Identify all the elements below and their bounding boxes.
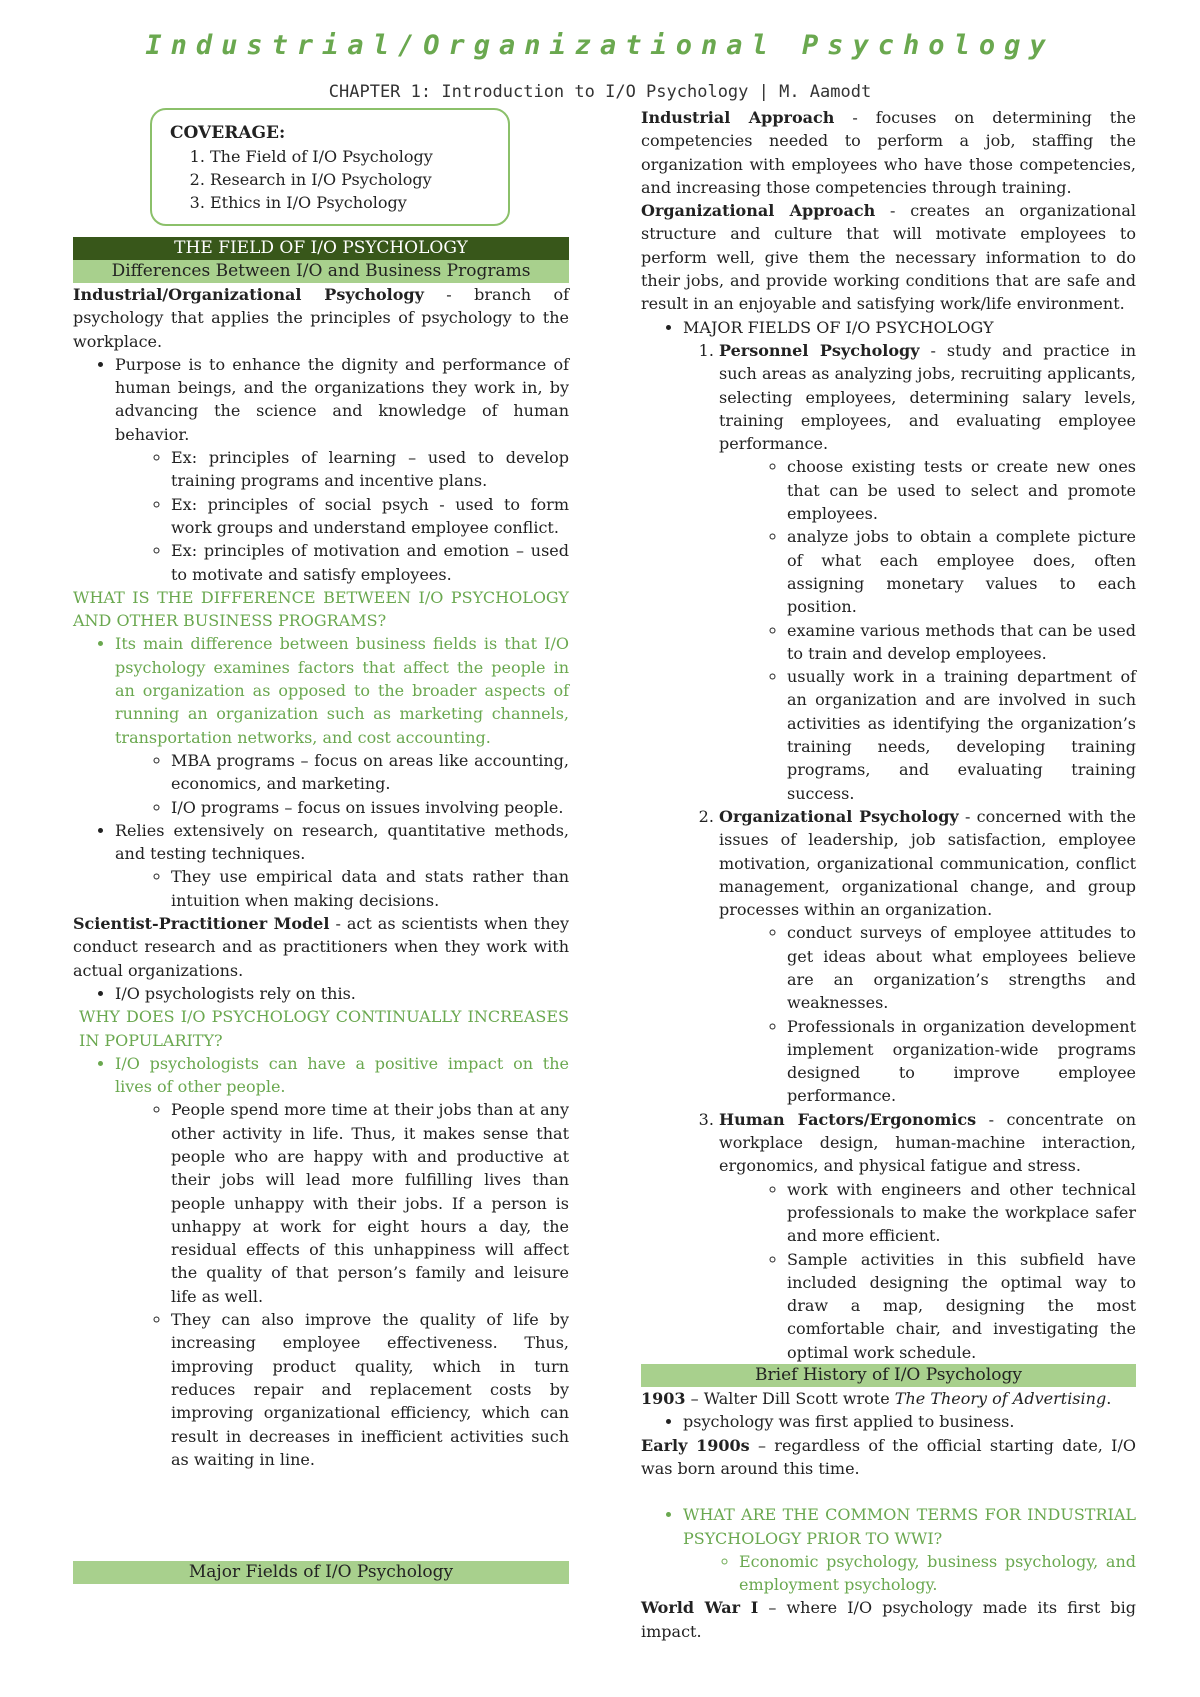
subsection-title-history: Brief History of I/O Psychology — [641, 1364, 1136, 1387]
chapter-subtitle: CHAPTER 1: Introduction to I/O Psychology | M. Aamodt — [328, 82, 872, 102]
field-item — [719, 805, 1136, 1108]
subsection-title-major-fields: Major Fields of I/O Psychology — [73, 1561, 569, 1584]
popularity-list — [73, 1052, 569, 1471]
relies-text: Relies extensively on research, quantitative methods, and testing techniques. — [115, 820, 569, 864]
history-early-term: Early 1900s — [641, 1435, 750, 1455]
question-popularity: WHY DOES I/O PSYCHOLOGY CONTINUALLY INCREASES IN POPULARITY? — [79, 1007, 569, 1050]
relies-item — [115, 819, 569, 912]
relies-sub-item: ◦ They use empirical data and stats rather than intuition when making decisions. — [171, 865, 569, 912]
coverage-item: 3. Ethics in I/O Psychology — [210, 191, 490, 214]
field-sub-item: ◦ usually work in a training department of an organization and are involved in such activities as identifying the organization’s training needs, developing training programs, and evaluating training success. — [787, 665, 1136, 805]
field-sub-item: ◦ Professionals in organization development implement organization-wide programs designed to improve employee performance. — [787, 1015, 1136, 1108]
purpose-item — [115, 353, 569, 586]
history-1903 — [641, 1387, 1136, 1410]
question-difference: WHAT IS THE DIFFERENCE BETWEEN I/O PSYCHOLOGY AND OTHER BUSINESS PROGRAMS? — [73, 587, 569, 631]
field-term: Human Factors/Ergonomics — [719, 1109, 977, 1129]
example-item: ◦ Ex: principles of social psych - used to form work groups and understand employee conflict. — [171, 493, 569, 540]
subsection-title-differences: Differences Between I/O and Business Programs — [73, 260, 569, 283]
field-term: Organizational Psychology — [719, 806, 959, 826]
industrial-term: Industrial Approach — [641, 108, 835, 127]
section-title-field: THE FIELD OF I/O PSYCHOLOGY — [73, 237, 569, 260]
field-sub-item: ◦ conduct surveys of employee attitudes to get ideas about what employees believe are an organization’s strengths and weaknesses. — [787, 921, 1136, 1014]
history-early-1900s — [641, 1434, 1136, 1481]
organizational-approach — [641, 199, 1136, 315]
field-sub-item: ◦ examine various methods that can be used to train and develop employees. — [787, 619, 1136, 666]
coverage-box — [150, 108, 510, 226]
history-1903-text: – Walter Dill Scott wrote — [685, 1389, 895, 1409]
field-text: - concentrate on workplace design, human-machine interaction, ergonomics, and physical fatigue and stress. — [719, 1109, 1137, 1176]
popularity-sub-item: ◦ People spend more time at their jobs than at any other activity in life. Thus, it makes sense that people who are happy with and productive at their jobs will lead more fulfilling lives than people unhappy with their jobs. If a person is unhappy at work for eight hours a day, the residual effects of this unhappiness will affect the quality of that person’s family and leisure life as well. — [171, 1098, 569, 1308]
io-definition — [73, 283, 569, 353]
history-1903-end: . — [1106, 1389, 1112, 1409]
purpose-list — [73, 353, 569, 586]
popularity-answer-text: I/O psychologists can have a positive impact on the lives of other people. — [115, 1053, 569, 1097]
history-1903-item: • psychology was first applied to business. — [683, 1410, 1136, 1433]
field-subs — [719, 455, 1136, 804]
major-fields-item — [683, 316, 1136, 1364]
difference-answer-text: Its main difference between business fields is that I/O psychology examines factors that affect the people in an organization as opposed to the broader aspects of running an organization such as marketing channels, transportation networks, and cost accounting. — [115, 634, 569, 747]
relies-subs — [115, 865, 569, 912]
history-wwi-text: – where I/O psychology made its first big impact. — [641, 1598, 1136, 1641]
difference-answer — [115, 632, 569, 818]
field-sub-item: ◦ choose existing tests or create new ones that can be used to select and promote employees. — [787, 455, 1136, 525]
field-sub-item: ◦ analyze jobs to obtain a complete picture of what each employee does, often assigning monetary values to each position. — [787, 525, 1136, 618]
difference-sub-item: ◦ MBA programs – focus on areas like accounting, economics, and marketing. — [171, 749, 569, 796]
example-item: ◦ Ex: principles of learning – used to develop training programs and incentive plans. — [171, 446, 569, 493]
popularity-sub-item: ◦ They can also improve the quality of life by increasing employee effectiveness. Thus, improving product quality, which in turn reduces repair and replacement costs by improving organizational efficiency, which can result in decreases in inefficient activities such as waiting in line. — [171, 1308, 569, 1471]
field-sub-item: ◦ Sample activities in this subfield have included designing the optimal way to draw a map, designing the most comfortable chair, and investigating the optimal work schedule. — [787, 1248, 1136, 1364]
io-term: Industrial/Organizational Psychology — [73, 285, 424, 304]
popularity-subs — [115, 1098, 569, 1471]
right-column — [641, 106, 1136, 1643]
difference-list — [73, 632, 569, 912]
coverage-item: 1. The Field of I/O Psychology — [210, 145, 490, 168]
organizational-text: - creates an organizational structure and culture that will motivate employees to perform well, give them the necessary information to do their jobs, and provide working conditions that are safe and result in an enjoyable and satisfying work/life environment. — [641, 201, 1136, 314]
spm-definition — [73, 912, 569, 982]
example-item: ◦ Ex: principles of motivation and emotion – used to motivate and satisfy employees. — [171, 539, 569, 586]
major-fields-list — [641, 316, 1136, 1364]
history-wwi — [641, 1596, 1136, 1643]
field-subs — [719, 1178, 1136, 1364]
field-item — [719, 1108, 1136, 1364]
history-early-text: – regardless of the official starting date, I/O was born around this time. — [641, 1435, 1137, 1478]
terms-question — [683, 1503, 1136, 1596]
difference-sub-item: ◦ I/O programs – focus on issues involving people. — [171, 796, 569, 819]
industrial-text: - focuses on determining the competencies needed to perform a job, staffing the organization with employees who have those competencies, and increasing those competencies through training. — [641, 108, 1136, 197]
terms-question-text: WHAT ARE THE COMMON TERMS FOR INDUSTRIAL PSYCHOLOGY PRIOR TO WWI? — [683, 1505, 1136, 1548]
field-sub-item: ◦ work with engineers and other technical professionals to make the workplace safer and more efficient. — [787, 1178, 1136, 1248]
field-text: - concerned with the issues of leadership, job satisfaction, employee motivation, organizational communication, conflict management, organizational change, and group processes within an organization. — [719, 806, 1136, 920]
io-definition-text: - branch of psychology that applies the principles of psychology to the workplace. — [73, 285, 570, 351]
coverage-item: 2. Research in I/O Psychology — [210, 168, 490, 191]
field-term: Personnel Psychology — [719, 340, 920, 360]
history-book-title: The Theory of Advertising — [894, 1389, 1107, 1409]
popularity-answer — [115, 1052, 569, 1471]
coverage-list — [170, 145, 490, 214]
history-1903-term: 1903 — [641, 1389, 686, 1409]
terms-subs — [683, 1550, 1136, 1597]
history-wwi-term: World War I — [641, 1598, 759, 1618]
left-column — [73, 237, 569, 1584]
document-title: Industrial/Organizational Psychology — [145, 30, 1055, 61]
purpose-examples — [115, 446, 569, 586]
spm-term: Scientist-Practitioner Model — [73, 914, 330, 934]
field-item — [719, 339, 1136, 805]
spm-list — [73, 982, 569, 1005]
spm-item: • I/O psychologists rely on this. — [115, 982, 569, 1005]
industrial-approach — [641, 106, 1136, 199]
history-1903-list — [641, 1410, 1136, 1433]
coverage-heading: COVERAGE: — [170, 123, 286, 143]
difference-subs — [115, 749, 569, 819]
field-subs — [719, 921, 1136, 1107]
field-text: - study and practice in such areas as analyzing jobs, recruiting applicants, selecting employees, determining salary levels, training employees, and evaluating employee performance. — [719, 340, 1136, 454]
terms-list — [641, 1503, 1136, 1596]
terms-sub-item: ◦ Economic psychology, business psychology, and employment psychology. — [739, 1550, 1136, 1597]
major-fields-heading: MAJOR FIELDS OF I/O PSYCHOLOGY — [683, 317, 994, 337]
purpose-text: Purpose is to enhance the dignity and performance of human beings, and the organizations they work in, by advancing the science and knowledge of human behavior. — [115, 354, 569, 444]
spm-definition-text: - act as scientists when they conduct research and as practitioners when they work with actual organizations. — [73, 914, 570, 980]
organizational-term: Organizational Approach — [641, 201, 876, 221]
fields-numbered-list — [683, 339, 1136, 1364]
